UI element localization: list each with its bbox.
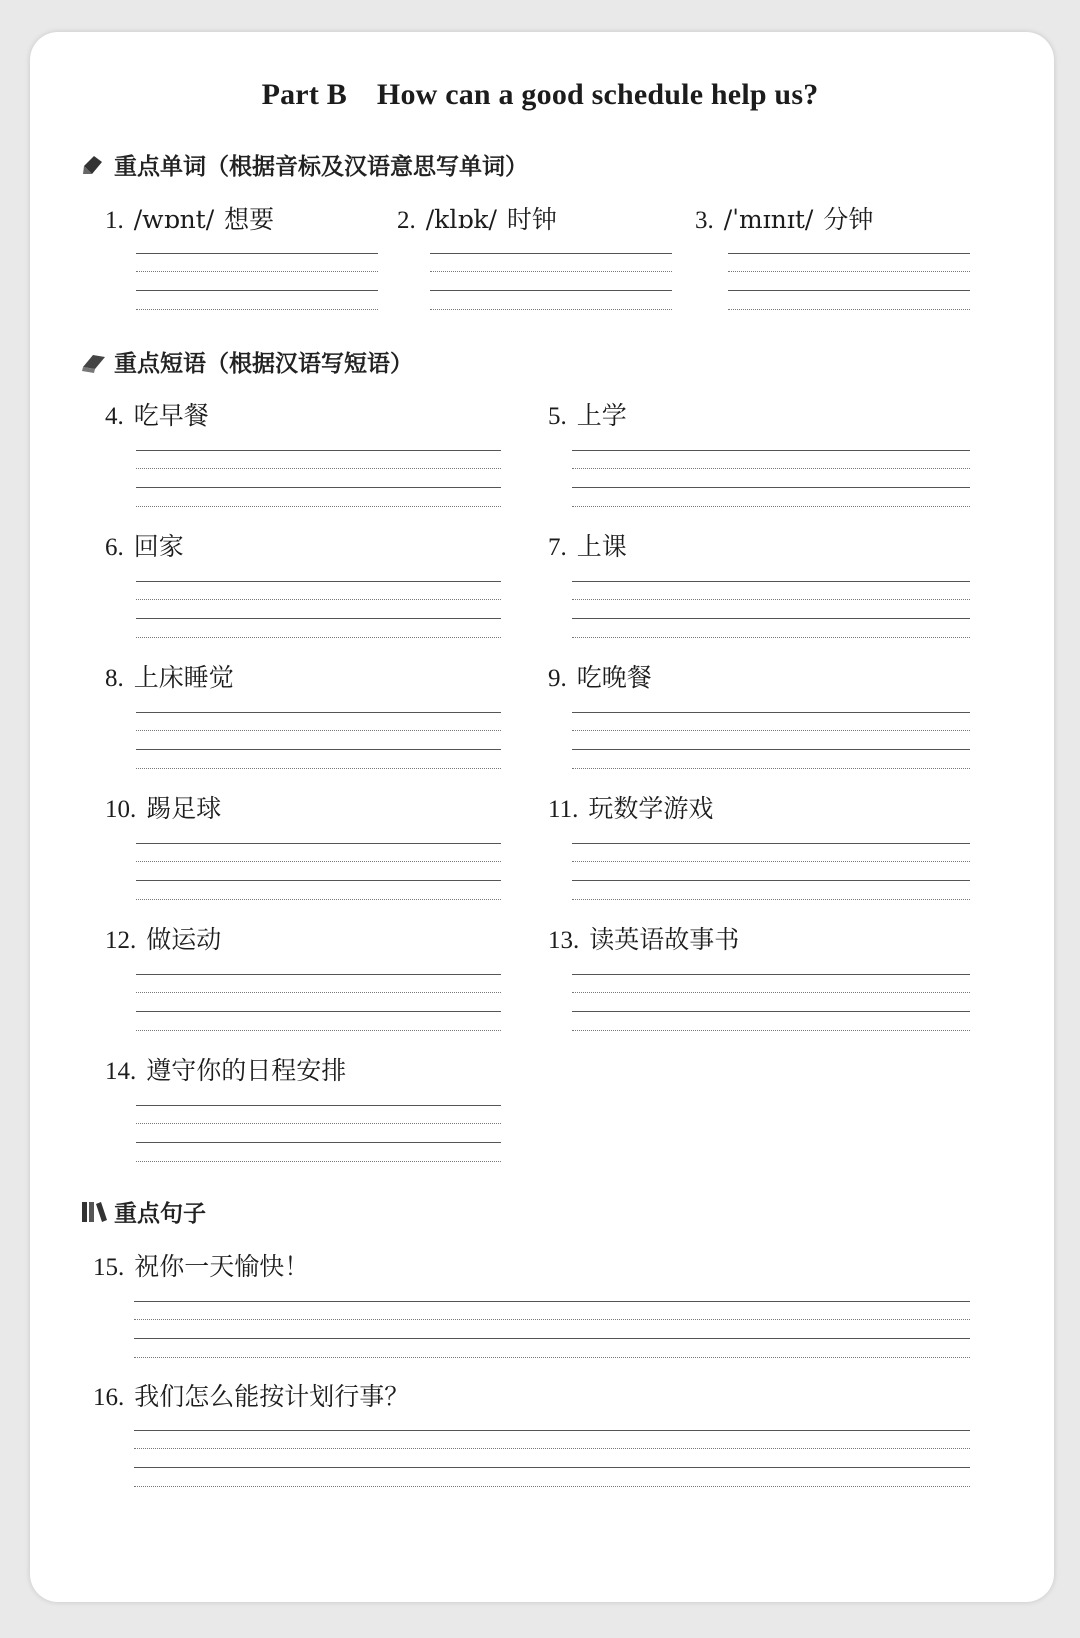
item-number: 10. — [105, 796, 137, 823]
meaning: 分钟 — [823, 205, 874, 234]
phrase-item-10 — [105, 789, 221, 825]
sentence-item-15 — [93, 1247, 309, 1283]
answer-lines-4[interactable] — [136, 450, 501, 510]
section-words-title: 重点单词（根据音标及汉语意思写单词） — [114, 154, 528, 180]
word-item-2 — [397, 200, 557, 236]
section-sentences-title: 重点句子 — [114, 1201, 206, 1227]
item-number: 3. — [695, 207, 714, 234]
phrase-item-13 — [548, 920, 739, 956]
title-question: How can a good schedule help us? — [376, 78, 819, 111]
item-number: 5. — [548, 403, 567, 430]
page-title — [0, 78, 1080, 112]
sentence-text: 祝你一天愉快！ — [134, 1252, 310, 1281]
phrase-item-12 — [105, 920, 221, 956]
pencil-icon — [80, 152, 108, 178]
answer-lines-12[interactable] — [136, 974, 501, 1034]
item-number: 9. — [548, 665, 567, 692]
phrase-text: 读英语故事书 — [589, 925, 740, 954]
answer-lines-6[interactable] — [136, 581, 501, 641]
item-number: 4. — [105, 403, 124, 430]
meaning: 时钟 — [506, 205, 557, 234]
item-number: 12. — [105, 927, 137, 954]
phrase-item-4 — [105, 396, 209, 432]
phrase-text: 上床睡觉 — [133, 663, 234, 692]
answer-lines-3[interactable] — [728, 253, 970, 313]
answer-lines-1[interactable] — [136, 253, 378, 313]
phrase-text: 玩数学游戏 — [588, 794, 714, 823]
phonetic: /ˈmɪnɪt/ — [723, 205, 814, 234]
sentence-item-16 — [93, 1377, 409, 1413]
answer-lines-15[interactable] — [134, 1301, 970, 1361]
answer-lines-10[interactable] — [136, 843, 501, 903]
answer-lines-9[interactable] — [572, 712, 970, 772]
answer-lines-11[interactable] — [572, 843, 970, 903]
phrase-item-7 — [548, 527, 627, 563]
answer-lines-8[interactable] — [136, 712, 501, 772]
title-part: Part B — [261, 78, 347, 111]
item-number: 6. — [105, 534, 124, 561]
books-icon — [80, 1199, 108, 1225]
item-number: 15. — [93, 1254, 125, 1281]
phonetic: /klɒk/ — [425, 205, 497, 234]
answer-lines-14[interactable] — [136, 1105, 501, 1165]
phonetic: /wɒnt/ — [133, 205, 215, 234]
section-words-heading — [80, 148, 528, 181]
answer-lines-2[interactable] — [430, 253, 672, 313]
item-number: 8. — [105, 665, 124, 692]
phrase-text: 上课 — [576, 532, 627, 561]
answer-lines-5[interactable] — [572, 450, 970, 510]
phrase-text: 踢足球 — [146, 794, 222, 823]
answer-lines-7[interactable] — [572, 581, 970, 641]
sentence-text: 我们怎么能按计划行事？ — [134, 1382, 410, 1411]
phrase-text: 做运动 — [146, 925, 222, 954]
item-number: 13. — [548, 927, 580, 954]
phrase-item-5 — [548, 396, 627, 432]
answer-lines-13[interactable] — [572, 974, 970, 1034]
phrase-item-14 — [105, 1051, 346, 1087]
word-item-1 — [105, 200, 274, 236]
meaning: 想要 — [224, 205, 275, 234]
item-number: 16. — [93, 1384, 125, 1411]
section-phrases-title: 重点短语（根据汉语写短语） — [114, 351, 413, 377]
word-item-3 — [695, 200, 873, 236]
phrase-text: 吃早餐 — [133, 401, 209, 430]
item-number: 2. — [397, 207, 416, 234]
section-sentences-heading — [80, 1195, 206, 1228]
phrase-item-8 — [105, 658, 234, 694]
phrase-item-6 — [105, 527, 184, 563]
item-number: 14. — [105, 1058, 137, 1085]
phrase-item-11 — [548, 789, 713, 825]
eraser-icon — [80, 349, 108, 375]
phrase-text: 上学 — [576, 401, 627, 430]
phrase-text: 遵守你的日程安排 — [146, 1056, 347, 1085]
item-number: 7. — [548, 534, 567, 561]
section-phrases-heading — [80, 345, 413, 378]
item-number: 11. — [548, 796, 579, 823]
phrase-text: 吃晚餐 — [576, 663, 652, 692]
phrase-item-9 — [548, 658, 652, 694]
phrase-text: 回家 — [133, 532, 184, 561]
item-number: 1. — [105, 207, 124, 234]
answer-lines-16[interactable] — [134, 1430, 970, 1490]
